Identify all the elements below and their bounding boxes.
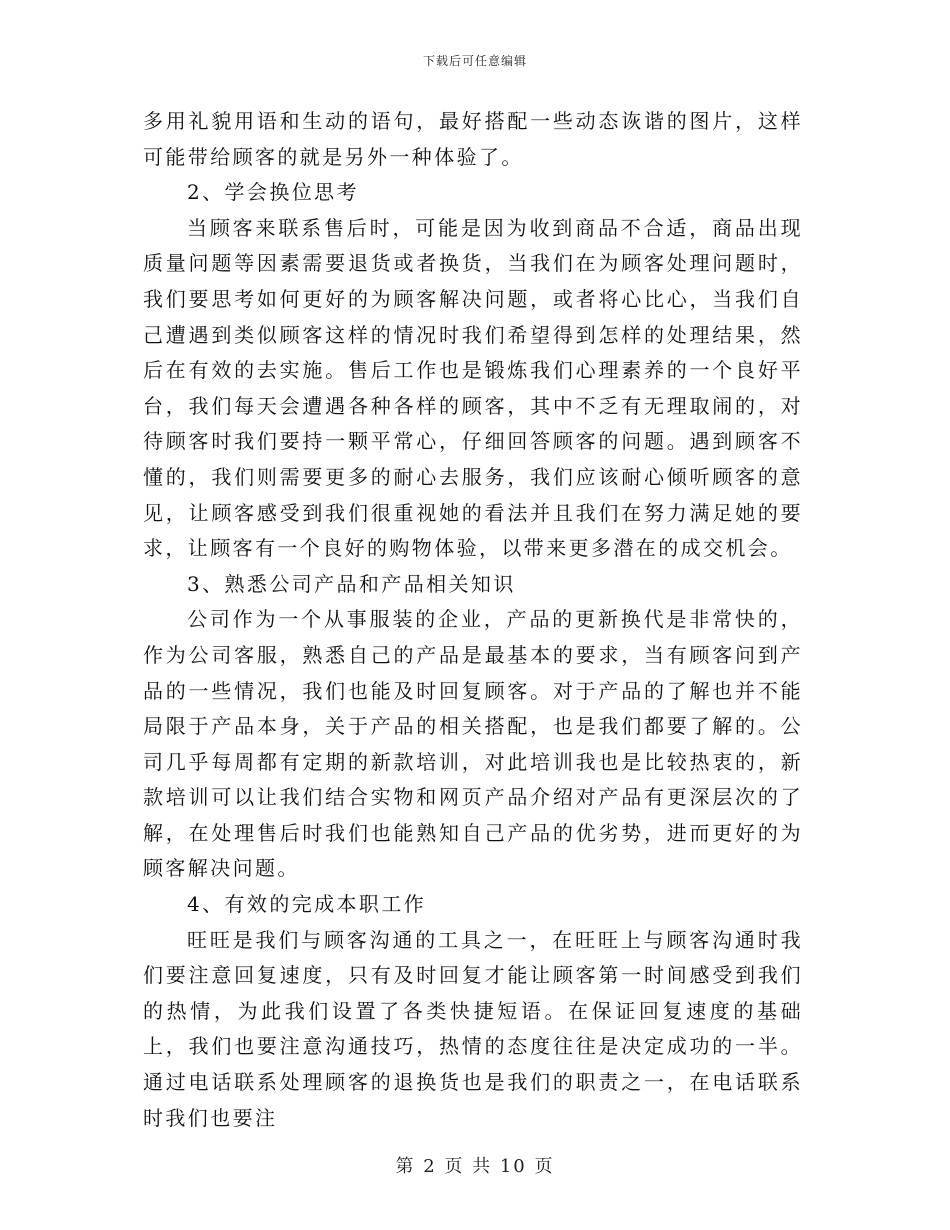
section-heading-4: 4、有效的完成本职工作 (187, 892, 427, 917)
section-heading-3: 3、熟悉公司产品和产品相关知识 (187, 571, 516, 596)
paragraph-section-2: 当顾客来联系售后时，可能是因为收到商品不合适，商品出现质量问题等因素需要退货或者换货，当我们在为顾客处理问题时，我们要思考如何更好的为顾客解决问题，或者将心比心，当我们自己遭遇到类似顾客这样的情况时我们希望得到怎样的处理结果，然后在有效的去实施。售后工作也是锻炼我们心理素养的一个良好平台，我们每天会遭遇各种各样的顾客，其中不乏有无理取闹的，对待顾客时我们要持一颗平常心，仔细回答顾客的问题。遇到顾客不懂的，我们则需要更多的耐心去服务，我们应该耐心倾听顾客的意见，让顾客感受到我们很重视她的看法并且我们在努力满足她的要求，让顾客有一个良好的购物体验，以带来更多潜在的成交机会。 (143, 215, 803, 561)
document-body (143, 104, 803, 1136)
paragraph-section-4: 旺旺是我们与顾客沟通的工具之一，在旺旺上与顾客沟通时我们要注意回复速度，只有及时回复才能让顾客第一时间感受到我们的热情，为此我们设置了各类快捷短语。在保证回复速度的基础上，我们也要注意沟通技巧，热情的态度往往是决定成功的一半。通过电话联系处理顾客的退换货也是我们的职责之一，在电话联系时我们也要注 (143, 927, 803, 1130)
page-header: 下载后可任意编辑 (422, 54, 527, 68)
section-heading-2: 2、学会换位思考 (187, 180, 359, 205)
paragraph-continuation: 多用礼貌用语和生动的语句，最好搭配一些动态诙谐的图片，这样可能带给顾客的就是另外一种体验了。 (143, 109, 803, 169)
paragraph-section-3: 公司作为一个从事服装的企业，产品的更新换代是非常快的，作为公司客服，熟悉自己的产品是最基本的要求，当有顾客问到产品的一些情况，我们也能及时回复顾客。对于产品的了解也并不能局限于产品本身，关于产品的相关搭配，也是我们都要了解的。公司几乎每周都有定期的新款培训，对此培训我也是比较热衷的，新款培训可以让我们结合实物和网页产品介绍对产品有更深层次的了解，在处理售后时我们也能熟知自己产品的优劣势，进而更好的为顾客解决问题。 (143, 607, 803, 881)
page-number-footer: 第 2 页 共 10 页 (395, 1156, 555, 1177)
